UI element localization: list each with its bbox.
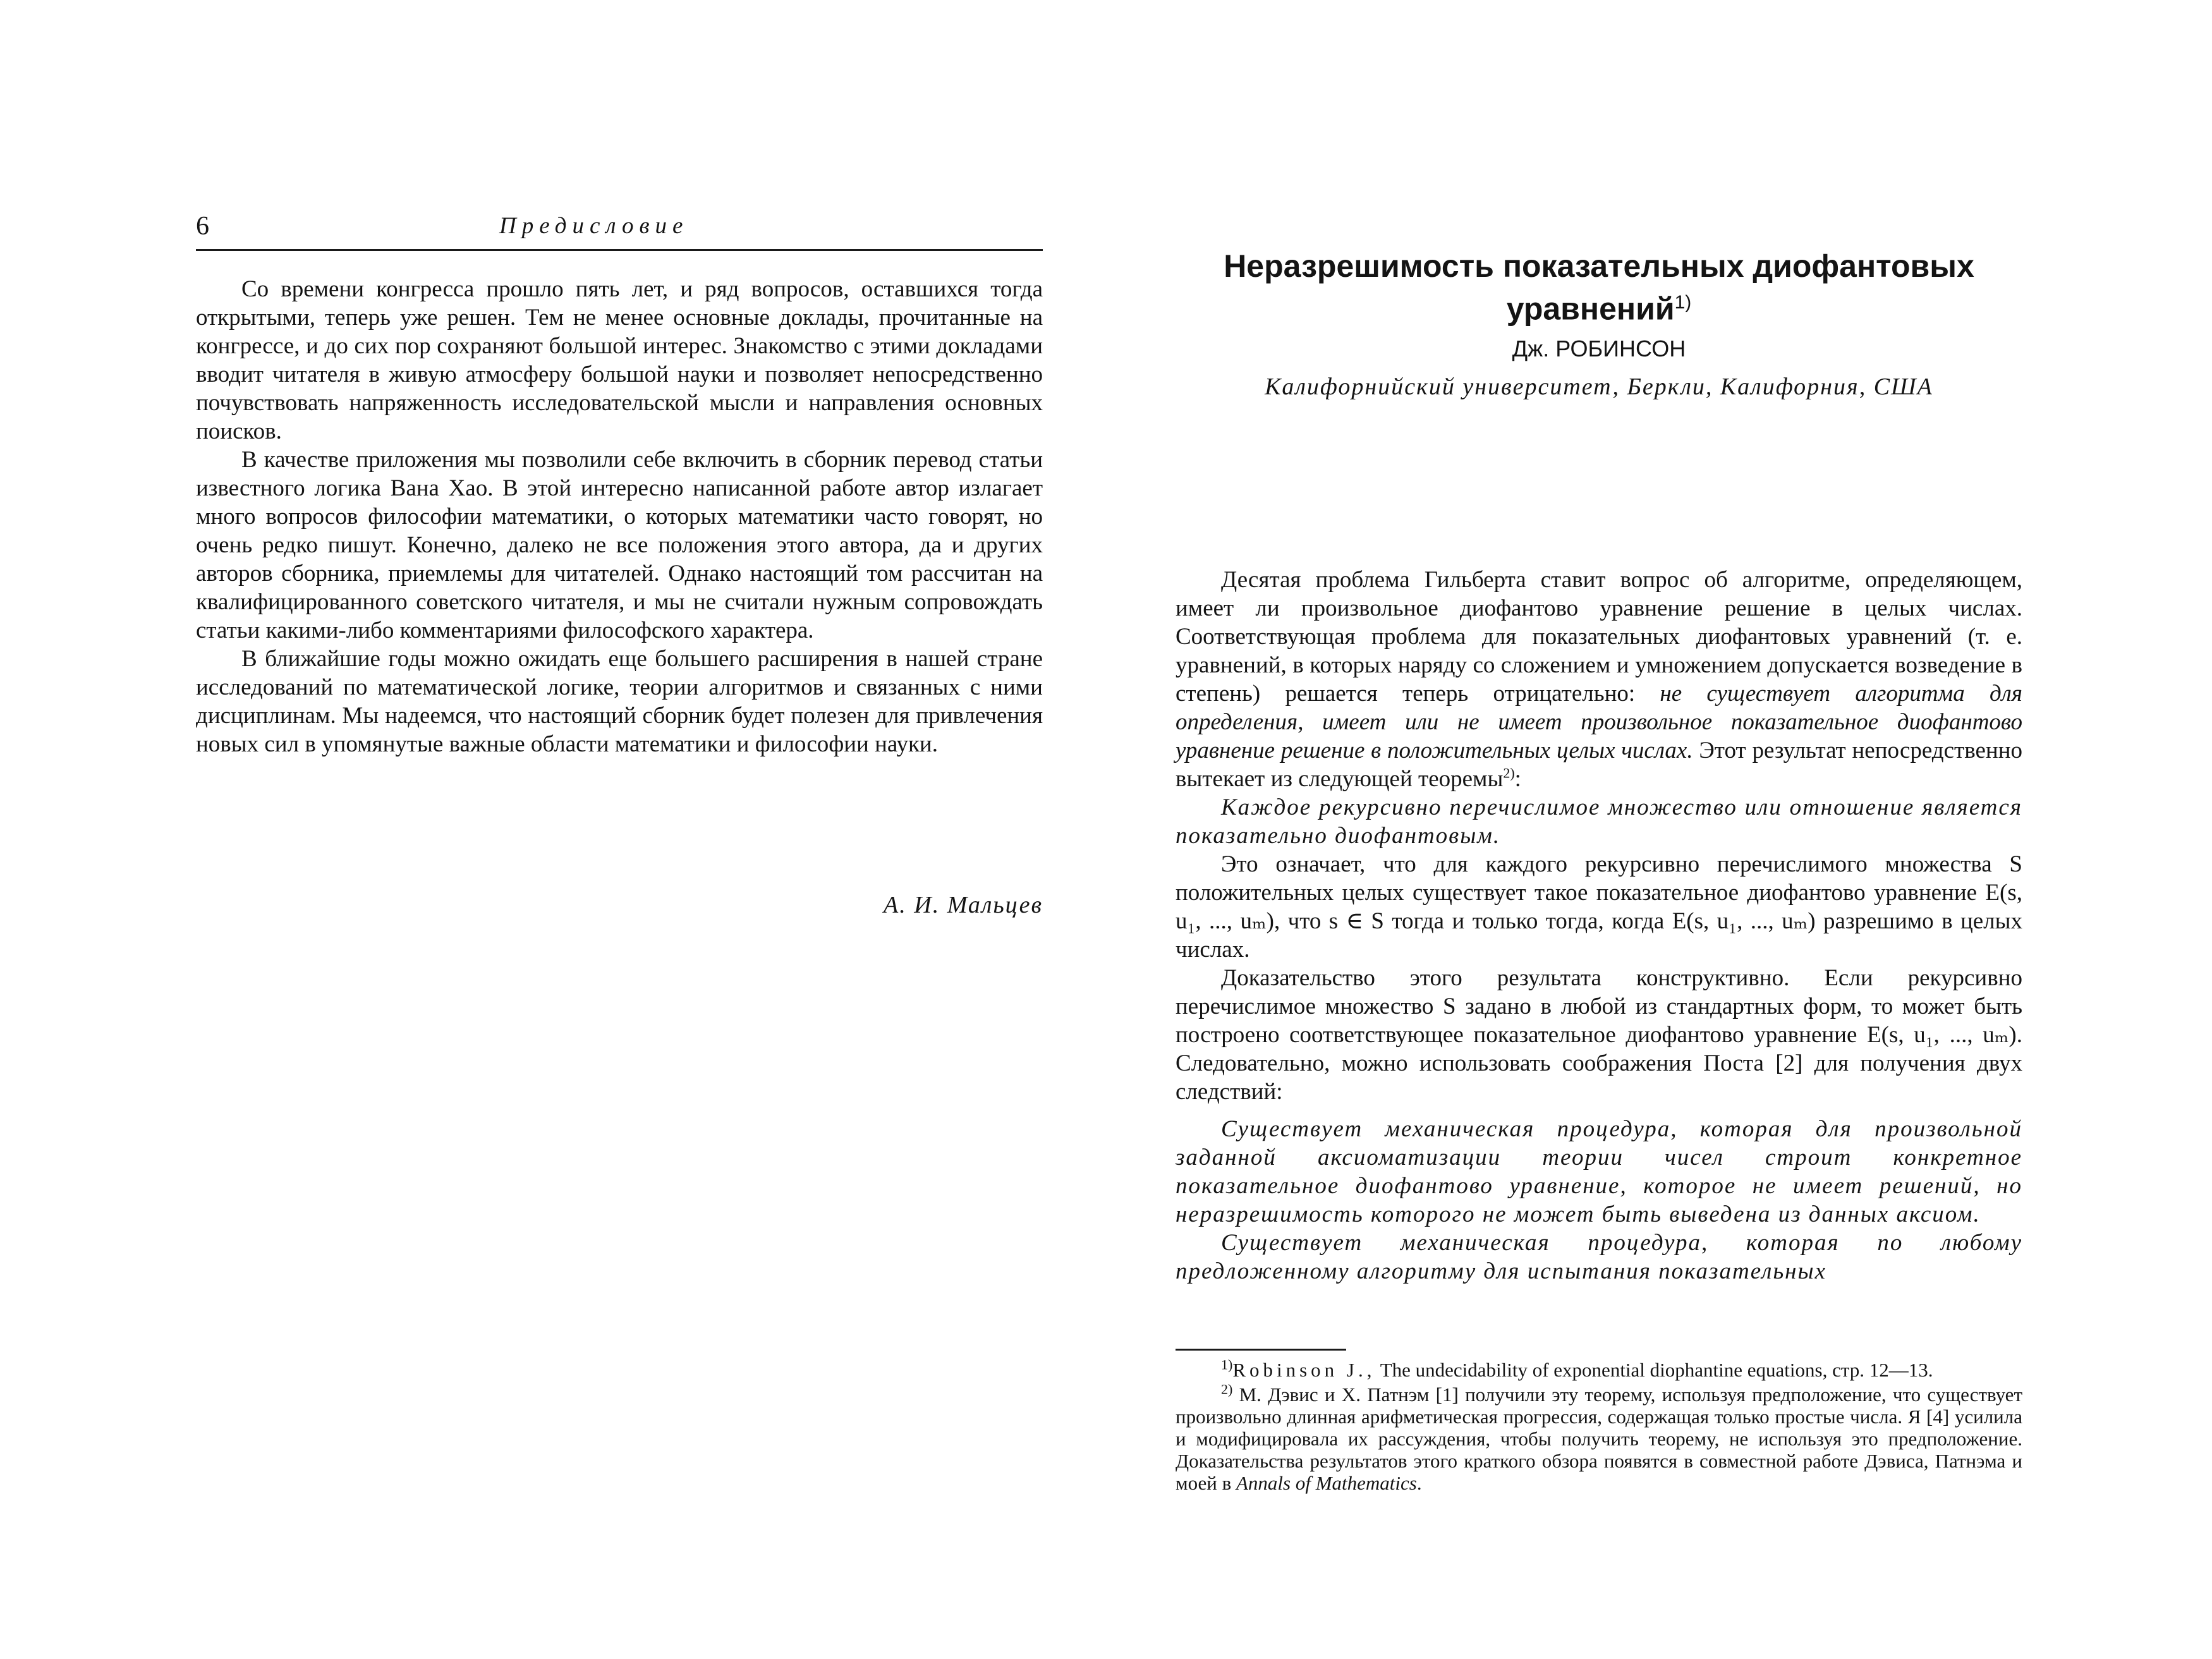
footnote-2-end: . [1416, 1472, 1422, 1494]
main-theorem: Каждое рекурсивно перечислимое множество или отношение является показательно диофантовым. [1176, 794, 2022, 849]
footnote-1 [1176, 1356, 2022, 1381]
article-author: Дж. РОБИНСОН [1512, 336, 1686, 362]
footnotes [1176, 1356, 2022, 1497]
article-paragraph-3: Доказательство этого результата конструктивно. Если рекурсивно перечислимое множество S задано в любой из стандартных форм, то может быть построено соответствующее показательное диофантово уравнение E(s, u₁, ..., uₘ). Следовательно, можно использовать соображения Поста [2] для получения двух следствий: [1176, 965, 2022, 1105]
paragraph-1-start: Десятая проблема Гильберта ставит вопрос об алгоритме, определяющем, имеет ли произвольное диофантово уравнение решение в целых числах. Соответствующая проблема для показательных диофантовых уравнений (т. е. уравнений, в которых наряду со сложением и умножением допускается возведение в степень) решается теперь отрицательно: [1176, 567, 2022, 707]
footnote-divider [1176, 1349, 1346, 1351]
preface-paragraph-3: В ближайшие годы можно ожидать еще большего расширения в нашей стране исследований по математической логике, теории алгоритмов и связанных с ними дисциплинам. Мы надеемся, что настоящий сборник будет полезен для привлечения новых сил в упомянутые важные области математики и философии науки. [196, 646, 1043, 757]
paragraph-1-italic: не существует алгоритма для определения, имеет или не имеет произвольное показательное диофантово уравнение решение в положительных целых числах. [1176, 681, 2023, 763]
footnote-1-mark: 1) [1221, 1356, 1233, 1373]
footnote-2-journal: Annals of Mathematics [1236, 1472, 1417, 1494]
footnote-2-ref: 2) [1503, 765, 1515, 781]
footnote-2-mark: 2) [1221, 1381, 1233, 1397]
footnote-2 [1176, 1383, 2022, 1494]
footnote-2-text: М. Дэвис и Х. Патнэм [1] получили эту теорему, используя предположение, что существует произвольно длинная арифметическая прогрессия, содержащая только простые числа. Я [4] усилила и модифицировала их рассуждения, чтобы получить теорему, не используя это предположение. Доказательства результатов этого краткого обзора появятся в совместной работе Дэвиса, Патнэма и моей в [1176, 1383, 2022, 1494]
author-affiliation: Калифорнийский университет, Беркли, Калифорния, США [1265, 374, 1933, 400]
paragraph-1-end: Этот результат непосредственно вытекает из следующей теоремы [1176, 738, 2022, 792]
footnote-1-author: Robinson J., [1232, 1359, 1376, 1381]
preface-paragraph-1: Со времени конгресса прошло пять лет, и ряд вопросов, оставшихся тогда открытыми, теперь уже решен. Тем не менее основные доклады, прочитанные на конгрессе, и до сих пор сохраняют большой интерес. Знакомство с этими докладами вводит читателя в живую атмосферу большой науки и позволяет непосредственно почувствовать напряженность исследовательской мысли и направления основных поисков. [196, 276, 1043, 444]
article-body [1176, 566, 2022, 1285]
paragraph-1-colon: : [1514, 766, 1521, 792]
article-title-text: Неразрешимость показательных диофантовых уравнений [1224, 248, 1974, 327]
page-number: 6 [196, 212, 209, 241]
running-head-title: Предисловие [499, 213, 689, 239]
running-head [196, 209, 1043, 251]
footnote-1-text: The undecidability of exponential diophantine equations, стр. 12—13. [1375, 1359, 1933, 1381]
article-title [1176, 248, 2022, 327]
title-footnote-mark: 1) [1674, 292, 1692, 313]
preface-body [196, 275, 1043, 758]
preface-signature: А. И. Мальцев [884, 892, 1043, 918]
article-paragraph-1 [1176, 566, 2022, 793]
corollary-1: Существует механическая процедура, которая для произвольной заданной аксиоматизации теории чисел строит конкретное показательное диофантово уравнение, которое не имеет решений, но неразрешимость которого не может быть выведена из данных аксиом. [1176, 1116, 2022, 1227]
corollary-2: Существует механическая процедура, которая по любому предложенному алгоритму для испытания показательных [1176, 1230, 2022, 1284]
article-paragraph-2: Это означает, что для каждого рекурсивно перечислимого множества S положительных целых существует такое показательное диофантово уравнение E(s, u₁, ..., uₘ), что s ∈ S тогда и только тогда, когда E(s, u₁, ..., uₘ) разрешимо в целых числах. [1176, 851, 2022, 963]
preface-paragraph-2: В качестве приложения мы позволили себе включить в сборник перевод статьи известного логика Вана Хао. В этой интересно написанной работе автор излагает много вопросов философии математики, о которых математики часто говорят, но очень редко пишут. Конечно, далеко не все положения этого автора, да и других авторов сборника, приемлемы для читателей. Однако настоящий том рассчитан на квалифицированного советского читателя, и мы не считали нужным сопровождать статьи какими-либо комментариями философского характера. [196, 447, 1043, 643]
